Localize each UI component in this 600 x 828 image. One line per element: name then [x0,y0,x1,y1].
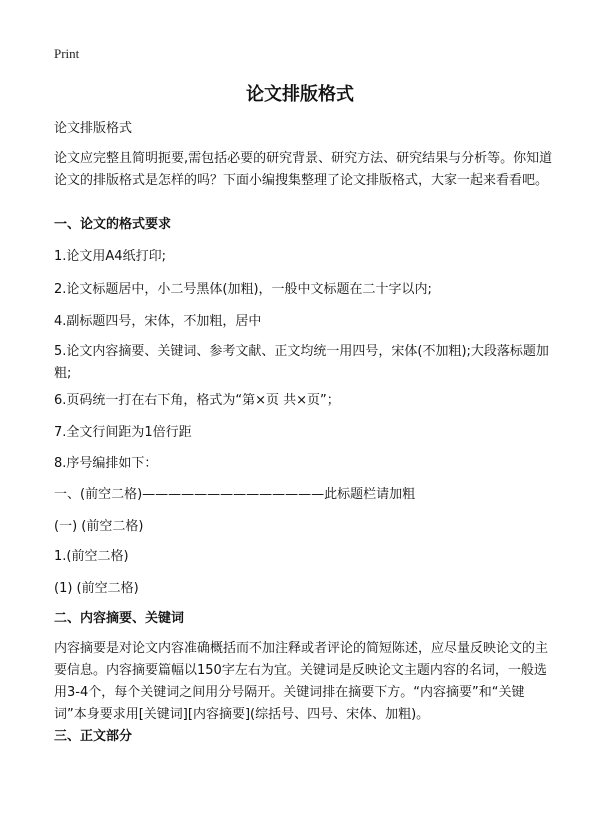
document-subtitle: 论文排版格式 [54,121,133,136]
list-item: 1.(前空二格) [54,549,129,564]
list-item: 4.副标题四号，宋体，不加粗，居中 [54,314,262,329]
document-title: 论文排版格式 [246,84,354,105]
list-item: 8.序号编排如下： [54,456,158,471]
list-item: (一) (前空二格) [54,519,144,534]
list-item: 6.页码统一打在右下角，格式为“第×页 共×页”； [54,393,340,408]
list-item: 2.论文标题居中，小二号黑体(加粗)，一般中文标题在二十字以内; [54,282,432,297]
section-1-heading: 一、论文的格式要求 [54,217,172,232]
list-item: 1.论文用A4纸打印; [54,249,166,264]
section-3-heading: 三、正文部分 [54,729,133,744]
list-item: 一、(前空二格)——————————————此标题栏请加粗 [54,487,416,502]
intro-paragraph: 论文应完整且简明扼要,需包括必要的研究背景、研究方法、研究结果与分析等。你知道论文的排版格式是怎样的吗？下面小编搜集整理了论文排版格式，大家一起来看看吧。 [54,151,553,188]
section-2-heading: 二、内容摘要、关键词 [54,611,185,626]
list-item: 7.全文行间距为1倍行距 [54,425,192,440]
print-label[interactable]: Print [54,46,80,61]
section-2-body: 内容摘要是对论文内容准确概括而不加注释或者评论的简短陈述，应尽量反映论文的主要信息。内容摘要篇幅以150字左右为宜。关键词是反映论文主题内容的名词，一般选用3-4个，每个关键词之间用分号隔开。关键词排在摘要下方。“内容摘要”和“关键词”本身要求用[关键词][内容摘要](综括号、四号、宋体、加粗)。 [54,641,549,722]
list-item: (1) (前空二格) [54,581,139,596]
list-item: 5.论文内容摘要、关键词、参考文献、正文均统一用四号，宋体(不加粗);大段落标题加粗; [54,344,549,381]
